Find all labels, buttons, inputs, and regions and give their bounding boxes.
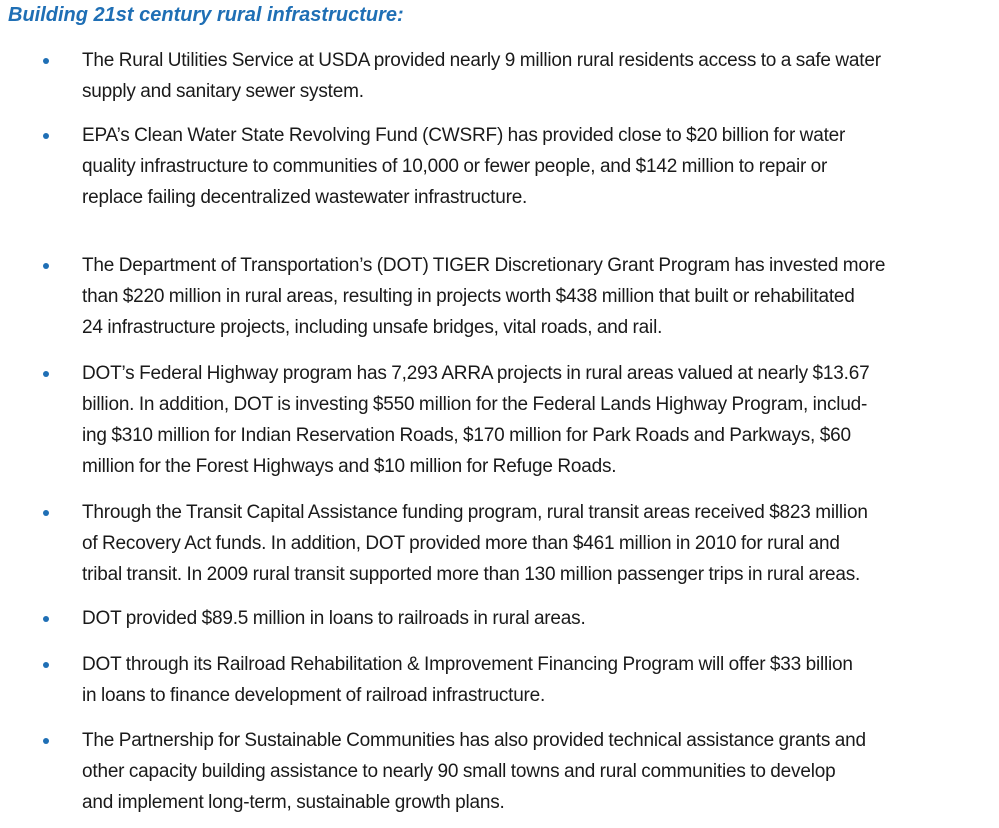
text-line: The Rural Utilities Service at USDA provided nearly 9 million rural residents access to a safe water	[82, 50, 881, 71]
text-line: DOT provided $89.5 million in loans to railroads in rural areas.	[82, 608, 586, 629]
text-line: EPA’s Clean Water State Revolving Fund (CWSRF) has provided close to $20 billion for water	[82, 125, 846, 146]
list-item-text	[82, 358, 960, 482]
text-line: Through the Transit Capital Assistance funding program, rural transit areas received $823 million	[82, 502, 868, 523]
section-heading: Building 21st century rural infrastructure:	[8, 4, 404, 26]
list-item-text	[82, 603, 960, 634]
text-line: 24 infrastructure projects, including unsafe bridges, vital roads, and rail.	[82, 317, 663, 338]
text-line: The Partnership for Sustainable Communities has also provided technical assistance grants and	[82, 730, 866, 751]
bullet-dot-icon	[43, 371, 49, 377]
bullet-dot-icon	[43, 616, 49, 622]
text-line: and implement long-term, sustainable growth plans.	[82, 792, 505, 813]
list-item-text	[82, 725, 960, 818]
text-line: quality infrastructure to communities of 10,000 or fewer people, and $142 million to repair or	[82, 156, 828, 177]
list-item-text	[82, 497, 960, 590]
bullet-dot-icon	[43, 133, 49, 139]
text-line: in loans to finance development of railroad infrastructure.	[82, 685, 546, 706]
text-line: DOT’s Federal Highway program has 7,293 ARRA projects in rural areas valued at nearly $13.67	[82, 363, 870, 384]
text-line: supply and sanitary sewer system.	[82, 81, 364, 102]
bullet-dot-icon	[43, 58, 49, 64]
text-line: ing $310 million for Indian Reservation Roads, $170 million for Park Roads and Parkways, $60	[82, 425, 851, 446]
text-line: DOT through its Railroad Rehabilitation & Improvement Financing Program will offer $33 billion	[82, 654, 853, 675]
text-line: replace failing decentralized wastewater infrastructure.	[82, 187, 528, 208]
text-line: of Recovery Act funds. In addition, DOT provided more than $461 million in 2010 for rural and	[82, 533, 840, 554]
text-line: other capacity building assistance to nearly 90 small towns and rural communities to develop	[82, 761, 836, 782]
text-line: billion. In addition, DOT is investing $550 million for the Federal Lands Highway Program, includ-	[82, 394, 868, 415]
list-item-text	[82, 120, 960, 213]
text-line: The Department of Transportation’s (DOT) TIGER Discretionary Grant Program has invested more	[82, 255, 886, 276]
text-line: tribal transit. In 2009 rural transit supported more than 130 million passenger trips in rural areas.	[82, 564, 861, 585]
text-line: million for the Forest Highways and $10 million for Refuge Roads.	[82, 456, 617, 477]
list-item-text	[82, 649, 960, 711]
bullet-dot-icon	[43, 510, 49, 516]
list-item-text	[82, 250, 960, 343]
bullet-dot-icon	[43, 662, 49, 668]
text-line: than $220 million in rural areas, resulting in projects worth $438 million that built or rehabilitated	[82, 286, 855, 307]
bullet-dot-icon	[43, 738, 49, 744]
bullet-dot-icon	[43, 263, 49, 269]
list-item-text	[82, 45, 960, 107]
